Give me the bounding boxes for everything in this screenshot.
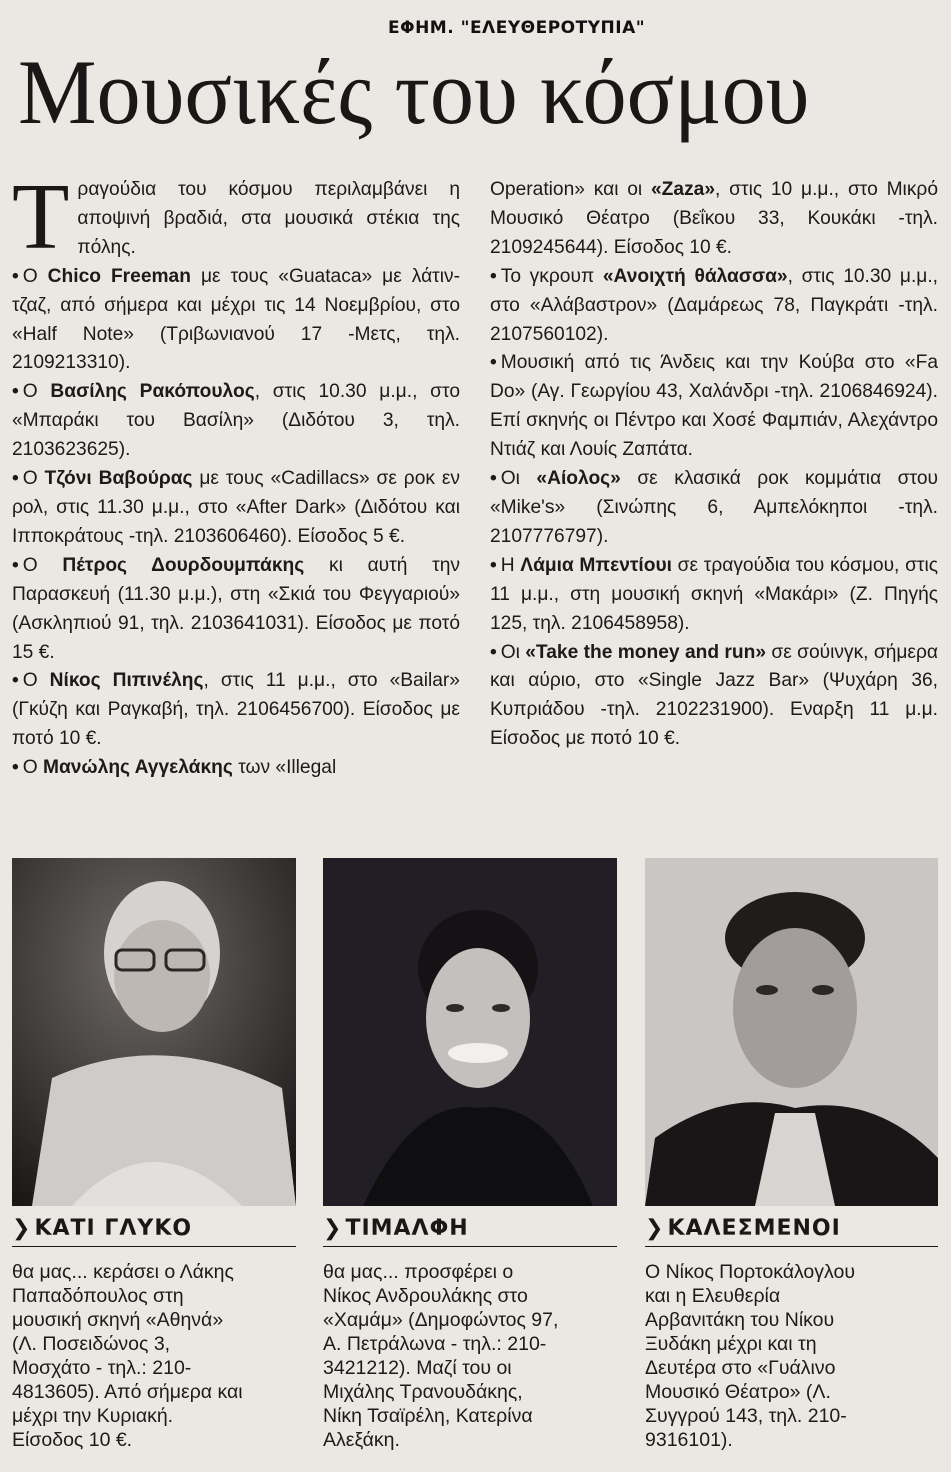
portrait-illustration [12,858,296,1206]
listing-item [490,349,938,465]
listing-text: , στις 10.30 μ.μ., στο «Μπαράκι του Βασίλη» (Διδότου 3, τηλ. 2103623625). [12,381,460,461]
bullet: • [12,265,19,287]
artist-name: Λάμια Μπεντίουι [520,554,672,576]
article-column-left [12,165,460,783]
caption-line: μέχρι την Κυριακή. [12,1405,174,1427]
intro-text: ραγούδια του κόσμου περιλαμβάνει η αποψινή βραδιά, στα μουσικά στέκια της πόλης. [77,179,460,258]
listing-text: Operation» και οι [490,179,652,200]
caption-line: Συγγρού 143, τηλ. 210- [645,1405,847,1427]
listing-text: , στις 11 μ.μ., στο «Bailar» (Γκύζη και Ραγκαβή, τηλ. 2106456700). Είσοδος με ποτό 10 €. [12,670,460,750]
listing-text: Ο [22,265,48,287]
caption-text-kalesmenoi [645,1260,945,1452]
photo-man-smiling [323,858,617,1206]
artist-name: «Αίολος» [536,468,621,490]
chevron-right-icon: ❯ [323,1216,343,1241]
bullet: • [12,757,19,779]
listing-text: Οι [500,641,526,663]
artist-name: Πέτρος Δουρδουμπάκης [62,554,305,576]
caption-line: Μιχάλης Τρανουδάκης, [323,1381,523,1403]
photo-man-glasses [12,858,296,1206]
caption-line: Νίκος Ανδρουλάκης στο [323,1285,528,1307]
listing-text: κι αυτή την Παρασκευή (11.30 μ.μ.), στη «Σκιά του Φεγγαριού» (Ασκληπιού 91, τηλ. 2103641031). Είσοδος με ποτό 15 €. [12,554,460,663]
caption-line: Είσοδος 10 €. [12,1429,133,1451]
listing-text: , στις 10 μ.μ., στο Μικρό Μουσικό Θέατρο (Βεΐκου 33, Κουκάκι -τηλ. 2109245644). Είσοδος 10 €. [490,179,938,258]
listing-text: Μουσική από τις Άνδεις και την Κούβα στο «Fa Do» (Αγ. Γεωργίου 43, Χαλάνδρι -τηλ. 2106846924). Επί σκηνής οι Πέντρο και Χοσέ Φαμπιάν, Αλεχάντρο Ντιάζ και Λουίς Ζαπάτα. [490,352,938,461]
listing-item [12,263,460,379]
caption-line: Α. Πετράλωνα - τηλ.: 210- [323,1333,547,1355]
caption-line: Δευτέρα στο «Γυάλινο [645,1357,836,1379]
artist-name: Τζόνι Βαβούρας [44,468,193,490]
caption-text-kati-glyko [12,1260,312,1452]
caption-heading-kati-glyko [12,1212,296,1247]
artist-name: «Ανοιχτή θάλασσα» [602,265,788,287]
listing-text: Ο [22,670,50,692]
caption-heading-text: ΚΑΛΕΣΜΕΝΟΙ [667,1216,841,1241]
caption-line: «Χαμάμ» (Δημοφώντος 97, [323,1309,559,1331]
caption-text-timalfi [323,1260,623,1452]
artist-name: «Take the money and run» [525,641,766,663]
listing-text: σε τραγούδια του κόσμου, στις 11 μ.μ., στη μουσική σκηνή «Μακάρι» (Ζ. Πηγής 125, τηλ. 2106458958). [490,554,939,634]
listing-text: των «Illegal [232,757,337,779]
bullet: • [490,641,497,663]
caption-line: θα μας... κεράσει ο Λάκης [12,1261,234,1283]
caption-line: Παπαδόπουλος στη [12,1285,184,1307]
caption-line: Ξυδάκη μέχρι και τη [645,1333,817,1355]
bullet: • [12,554,19,576]
photo-man-short-hair [645,858,938,1206]
caption-line: 4813605). Από σήμερα και [12,1381,243,1403]
bullet: • [490,468,497,490]
listing-item [490,263,938,350]
listing-item [12,667,460,754]
caption-line: (Λ. Ποσειδώνος 3, [12,1333,171,1355]
listing-item [12,378,460,465]
artist-name: Νίκος Πιπινέλης [49,670,204,692]
headline: Μουσικές του κόσμου [18,41,810,143]
artist-name: Μανώλης Αγγελάκης [42,757,233,779]
bullet: • [12,381,19,403]
caption-line: Μοσχάτο - τηλ.: 210- [12,1357,192,1379]
caption-heading-kalesmenoi [645,1212,938,1247]
caption-line: Ο Νίκος Πορτοκάλογλου [645,1261,855,1283]
chevron-right-icon: ❯ [645,1216,665,1241]
portrait-illustration [645,858,938,1206]
listing-item [490,639,938,755]
listing-text: , στις 10.30 μ.μ., στο «Αλάβαστρον» (Δαμάρεως 78, Παγκράτι -τηλ. 2107560102). [490,265,938,345]
dropcap: Τ [12,165,70,269]
listing-text: Ο [22,554,63,576]
artist-name: «Zaza» [651,179,716,200]
bullet: • [490,352,497,374]
newspaper-source-label: ΕΦΗΜ. "ΕΛΕΥΘΕΡΟΤΥΠΙΑ" [388,18,646,38]
caption-line: Νίκη Τσαϊρέλη, Κατερίνα [323,1405,533,1427]
listing-item [12,754,460,783]
portrait-illustration [323,858,617,1206]
caption-line: θα μας... προσφέρει ο [323,1261,514,1283]
article-column-right [490,176,938,754]
caption-line: μουσική σκηνή «Αθηνά» [12,1309,224,1331]
intro-paragraph [12,165,460,269]
listing-text: Ο [22,468,45,490]
caption-line: 9316101). [645,1429,733,1451]
listing-text: Οι [500,468,537,490]
listing-text: με τους «Guataca» με λάτιν-τζαζ, από σήμερα και μέχρι τις 14 Νοεμβρίου, στο «Half Note» (Τριβωνιανού 17 -Μετς, τηλ. 2109213310). [12,265,460,374]
artist-name: Chico Freeman [47,265,191,287]
caption-line: και η Ελευθερία [645,1285,781,1307]
listing-text: Η [500,554,521,576]
caption-line: Αρβανιτάκη του Νίκου [645,1309,835,1331]
listing-text: Ο [22,381,51,403]
listing-text: με τους «Cadillacs» σε ροκ εν ρολ, στις 11.30 μ.μ., στο «After Dark» (Διδότου και Ιπποκράτους -τηλ. 2103606460). Είσοδος 5 €. [12,468,460,547]
listing-text: Ο [22,757,43,779]
chevron-right-icon: ❯ [12,1216,32,1241]
listing-text: σε σούινγκ, σήμερα και αύριο, στο «Single Jazz Bar» (Ψυχάρη 36, Κυπριάδου -τηλ. 2102231900). Εναρξη 11 μ.μ. Είσοδος με ποτό 10 €. [490,641,938,750]
listing-text: Το γκρουπ [500,265,603,287]
bullet: • [12,468,19,490]
artist-name: Βασίλης Ρακόπουλος [50,381,255,403]
listing-item [490,465,938,552]
caption-line: Μουσικό Θέατρο» (Λ. [645,1381,831,1403]
bullet: • [490,265,497,287]
listing-item [12,465,460,552]
caption-heading-text: ΤΙΜΑΛΦΗ [345,1216,469,1241]
listing-item [12,552,460,668]
bullet: • [490,554,497,576]
listing-item [490,552,938,639]
caption-heading-text: ΚΑΤΙ ΓΛΥΚΟ [34,1216,193,1241]
caption-heading-timalfi [323,1212,617,1247]
listing-text: σε κλασικά ροκ κομμάτια στου «Mike's» (Σινώπης 6, Αμπελόκηποι -τηλ. 2107776797). [490,468,938,547]
caption-line: Αλεξάκη. [323,1429,400,1451]
listing-continuation [490,176,938,263]
bullet: • [12,670,19,692]
caption-line: 3421212). Μαζί του οι [323,1357,512,1379]
